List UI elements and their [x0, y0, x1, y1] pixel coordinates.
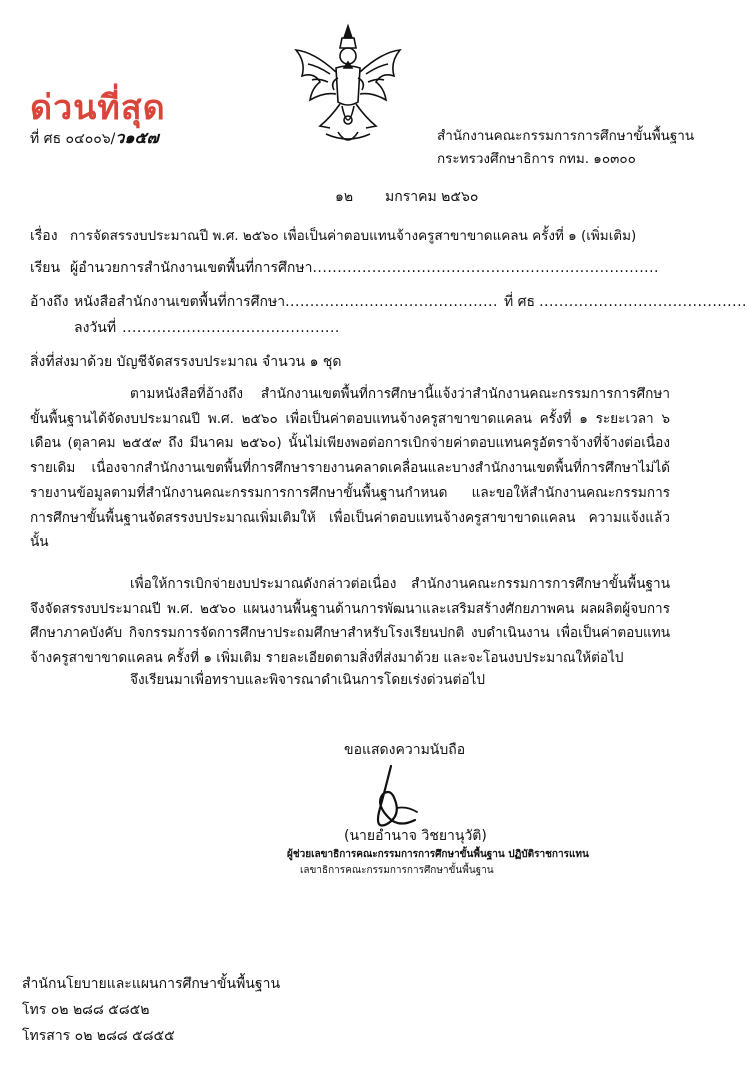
reference-date-line [74, 318, 340, 338]
body-paragraph-1 [30, 382, 670, 555]
body-paragraph-3 [30, 668, 670, 693]
date-day: ๑๒ [335, 189, 354, 205]
document-number-label: ที่ ศธ ๐๔๐๐๖/ [30, 131, 116, 147]
reference-dots-3: ............................................ [122, 320, 340, 336]
urgent-stamp: ด่วนที่สุด [30, 88, 166, 128]
salutation-line [30, 258, 659, 278]
body-paragraph-1-text: ตามหนังสือที่อ้างถึง สำนักงานเขตพื้นที่การศึกษานี้แจ้งว่าสำนักงานคณะกรรมการการศึกษาขั้นพื้นฐานได้จัดงบประมาณปี พ.ศ. ๒๕๖๐ เพื่อเป็นค่าตอบแทนจ้างครูสาขาขาดแคลน ครั้งที่ ๑ ระยะเวลา ๖ เดือน (ตุลาคม ๒๕๕๙ ถึง มีนาคม ๒๕๖๐) นั้นไม่เพียงพอต่อการเบิกจ่ายค่าตอบแทนครูอัตราจ้างที่จ้างต่อเนื่องรายเดิม เนื่องจากสำนักงานเขตพื้นที่การศึกษารายงานคลาดเคลื่อนและบางสำนักงานเขตพื้นที่การศึกษาไม่ได้รายงานข้อมูลตามที่สำนักงานคณะกรรมการการศึกษาขั้นพื้นฐานกำหนด และขอให้สำนักงานคณะกรรมการการศึกษาขั้นพื้นฐานจัดสรรงบประมาณเพิ่มเติมให้ เพื่อเป็นค่าตอบแทนจ้างครูสาขาขาดแคลน ความแจ้งแล้วนั้น [30, 386, 670, 551]
signatory-title-2: เลขาธิการคณะกรรมการการศึกษาขั้นพื้นฐาน [300, 865, 494, 876]
body-paragraph-2 [30, 572, 670, 671]
reference-dots-1: ........................................... [285, 294, 498, 310]
enclosure-line: สิ่งที่ส่งมาด้วย บัญชีจัดสรรงบประมาณ จำนวน ๑ ชุด [30, 354, 342, 370]
document-date [335, 187, 478, 207]
reference-date-label: ลงวันที่ [74, 320, 117, 336]
reference-line [30, 292, 747, 312]
salutation-text: ผู้อำนวยการสำนักงานเขตพื้นที่การศึกษา [70, 260, 313, 276]
subject-label: เรื่อง [30, 228, 58, 244]
date-month-year: มกราคม ๒๕๖๐ [385, 189, 479, 205]
signatory-title-1: ผู้ช่วยเลขาธิการคณะกรรมการการศึกษาขั้นพื้นฐาน ปฏิบัติราชการแทน [287, 849, 589, 860]
signatory-name: (นายอำนาจ วิชยานุวัติ) [344, 828, 487, 844]
agency-address: กระทรวงศึกษาธิการ กทม. ๑๐๓๐๐ [437, 151, 636, 167]
reference-text: หนังสือสำนักงานเขตพื้นที่การศึกษา [74, 294, 286, 310]
document-number-handwritten: ว๑๕๗ [115, 128, 159, 147]
reference-no-label: ที่ ศธ [503, 294, 536, 310]
reference-dots-2: .......................................... [539, 294, 747, 310]
salutation-dots: ...................................................................... [312, 260, 659, 276]
document-number [30, 128, 159, 149]
footer-phone: โทร ๐๒ ๒๘๘ ๕๘๕๒ [22, 1002, 150, 1018]
footer-office: สำนักนโยบายและแผนการศึกษาขั้นพื้นฐาน [22, 976, 281, 992]
footer-fax: โทรสาร ๐๒ ๒๘๘ ๕๘๕๕ [22, 1028, 175, 1044]
agency-name: สำนักงานคณะกรรมการการศึกษาขั้นพื้นฐาน [437, 128, 695, 144]
subject-text: การจัดสรรงบประมาณปี พ.ศ. ๒๕๖๐ เพื่อเป็นค่าตอบแทนจ้างครูสาขาขาดแคลน ครั้งที่ ๑ (เพิ่มเติม) [70, 228, 637, 244]
body-paragraph-2-text: เพื่อให้การเบิกจ่ายงบประมาณดังกล่าวต่อเนื่อง สำนักงานคณะกรรมการการศึกษาขั้นพื้นฐานจึงจัดสรรงบประมาณปี พ.ศ. ๒๕๖๐ แผนงานพื้นฐานด้านการพัฒนาและเสริมสร้างศักยภาพคน ผลผลิตผู้จบการศึกษาภาคบังคับ กิจกรรมการจัดการศึกษาประถมศึกษาสำหรับโรงเรียนปกติ งบดำเนินงาน เพื่อเป็นค่าตอบแทนจ้างครูสาขาขาดแคลน ครั้งที่ ๑ เพิ่มเติม รายละเอียดตามสิ่งที่ส่งมาด้วย และจะโอนงบประมาณให้ต่อไป [30, 576, 670, 667]
garuda-emblem-icon [290, 22, 406, 152]
body-paragraph-3-text: จึงเรียนมาเพื่อทราบและพิจารณาดำเนินการโดยเร่งด่วนต่อไป [130, 672, 485, 688]
subject-line [30, 226, 636, 246]
salutation-label: เรียน [30, 260, 61, 276]
reference-label: อ้างถึง [30, 294, 69, 310]
closing-phrase: ขอแสดงความนับถือ [344, 742, 466, 758]
